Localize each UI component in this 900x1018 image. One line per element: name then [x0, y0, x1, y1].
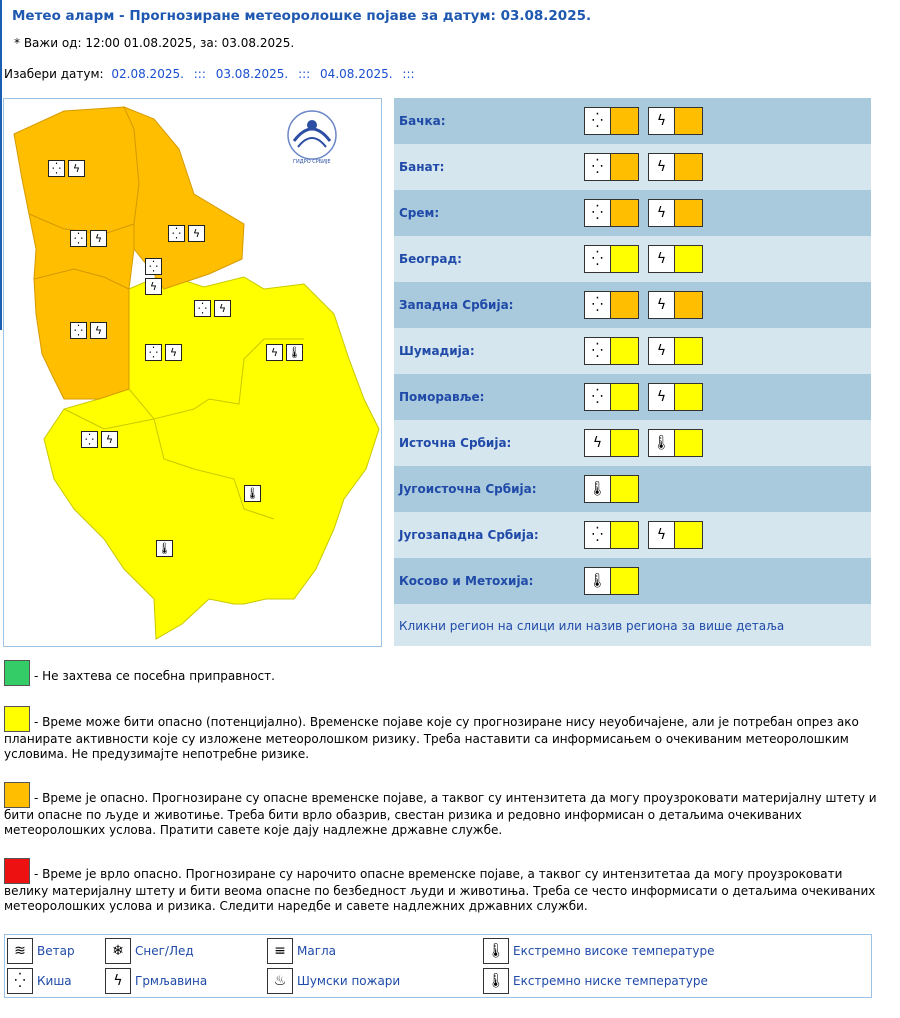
icon-legend-item [483, 968, 708, 994]
region-name-link[interactable]: Банат: [399, 160, 445, 174]
left-accent-bar [0, 0, 2, 330]
date-picker-label: Изабери датум: [4, 67, 104, 81]
icon-legend-label: Грмљавина [135, 974, 208, 988]
thunder-alert-badge[interactable] [648, 383, 703, 411]
map-rain-icon[interactable]: ⁛ [168, 225, 185, 242]
icon-legend-label: Снег/Лед [135, 944, 194, 958]
legend-yellow-text: - Време може бити опасно (потенцијално). Временске појаве које су прогнозиране нису неуобичајене, али је потребан опрез ако планирате активности које су изложене метеоролошком ризику. Треба наставити са информисањем о очекиваним метеоролошким условима. Не предузимајте непотребне ризике. [4, 715, 859, 761]
thunder-alert-badge[interactable] [648, 107, 703, 135]
fog-icon: ≡ [267, 938, 293, 964]
yellow-level-indicator [611, 246, 638, 272]
region-row[interactable] [394, 466, 871, 512]
icon-legend-item [105, 938, 194, 964]
thunder-icon: ϟ [649, 154, 675, 180]
region-name-link[interactable]: Београд: [399, 252, 462, 266]
icon-legend-item [267, 938, 336, 964]
orange-level-indicator [611, 108, 638, 134]
thunder-alert-badge[interactable] [648, 521, 703, 549]
date-picker [4, 67, 421, 81]
region-hint: Кликни регион на слици или назив региона за више детаља [394, 604, 871, 646]
region-row[interactable] [394, 144, 871, 190]
thunder-alert-badge[interactable] [648, 291, 703, 319]
region-name-link[interactable]: Срем: [399, 206, 440, 220]
map-region-banat[interactable] [124, 107, 244, 289]
rain-icon: ⁛ [585, 338, 611, 364]
yellow-level-indicator [675, 384, 702, 410]
icon-legend-item [483, 938, 714, 964]
region-row[interactable] [394, 558, 871, 604]
page-title: Метео аларм - Прогнозиране метеоролошке појаве за датум: 03.08.2025. [12, 8, 592, 24]
yellow-level-indicator [675, 430, 702, 456]
yellow-level-indicator [611, 522, 638, 548]
region-row[interactable] [394, 236, 871, 282]
map-rain-icon[interactable]: ⁛ [70, 230, 87, 247]
yellow-level-indicator [611, 568, 638, 594]
forest-fire-icon: ♨ [267, 968, 293, 994]
date-separator: ::: [298, 67, 311, 81]
icon-legend-label: Киша [37, 974, 72, 988]
thunder-alert-badge[interactable] [648, 337, 703, 365]
icon-legend-label: Шумски пожари [297, 974, 401, 988]
rain-icon: ⁛ [7, 968, 33, 994]
thunder-icon: ϟ [649, 246, 675, 272]
thunder-alert-badge[interactable] [648, 199, 703, 227]
region-name-link[interactable]: Бачка: [399, 114, 446, 128]
map-thunder-icon[interactable]: ϟ [214, 300, 231, 317]
thunder-icon: ϟ [649, 384, 675, 410]
region-row[interactable] [394, 98, 871, 144]
legend-red-text: - Време је врло опасно. Прогнозиране су нарочито опасне временске појаве, а таквог су интензитетаа да могу проузроковати велику материјалну штету и бити веома опасне по безбедност људи и животиња. Треба се често информисати о детаљима очекиваних метеоролошких услова и ризика. Следити наредбе и савете надлежних државних служби. [4, 867, 876, 913]
legend-yellow [4, 706, 884, 762]
map-heat-icon[interactable]: 🌡 [287, 346, 302, 359]
serbia-alert-map[interactable] [3, 98, 382, 647]
thunder-icon: ϟ [649, 200, 675, 226]
heat-alert-badge[interactable] [584, 567, 639, 595]
rain-alert-badge[interactable] [584, 245, 639, 273]
legend-green-text: - Не захтева се посебна приправност. [34, 669, 275, 683]
rain-icon: ⁛ [585, 200, 611, 226]
map-heat-icon[interactable]: 🌡 [245, 487, 260, 500]
icon-legend-label: Ветар [37, 944, 75, 958]
heat-icon: 🌡 [585, 476, 611, 502]
rain-alert-badge[interactable] [584, 521, 639, 549]
orange-level-indicator [675, 154, 702, 180]
region-row[interactable] [394, 190, 871, 236]
map-rain-icon[interactable]: ⁛ [145, 258, 162, 275]
map-thunder-icon[interactable]: ϟ [68, 160, 85, 177]
region-name-link[interactable]: Источна Србија: [399, 436, 512, 450]
region-row[interactable] [394, 282, 871, 328]
hydromet-logo [288, 111, 336, 159]
legend-orange-text: - Време је опасно. Прогнозиране су опасне временске појаве, а таквог су интензитета да могу проузроковати материјалну штету и бити опасне по људе и животиње. Треба бити врло обазрив, свестан ризика и редовно информисан о детаљима очекиваних метеоролошких услова. Пратити савете које дају надлежне државне службе. [4, 791, 877, 837]
red-level-swatch [4, 858, 30, 884]
region-name-link[interactable]: Косово и Метохија: [399, 574, 534, 588]
map-thunder-icon[interactable]: ϟ [165, 344, 182, 361]
yellow-level-indicator [611, 476, 638, 502]
icon-legend-label: Екстремно ниске температуре [513, 974, 708, 988]
rain-alert-badge[interactable] [584, 199, 639, 227]
icon-legend-item [7, 938, 75, 964]
wind-icon: ≋ [7, 938, 33, 964]
map-svg[interactable] [4, 99, 381, 646]
region-name-link[interactable]: Западна Србија: [399, 298, 514, 312]
heat-alert-badge[interactable] [584, 475, 639, 503]
map-thunder-icon[interactable]: ϟ [101, 431, 118, 448]
thunder-alert-badge[interactable] [648, 245, 703, 273]
map-thunder-icon[interactable]: ϟ [145, 278, 162, 295]
region-name-link[interactable]: Поморавље: [399, 390, 485, 404]
high-temperature-icon: 🌡 [483, 938, 509, 964]
region-row[interactable] [394, 420, 871, 466]
rain-icon: ⁛ [585, 384, 611, 410]
rain-alert-badge[interactable] [584, 107, 639, 135]
rain-icon: ⁛ [585, 522, 611, 548]
region-row[interactable] [394, 512, 871, 558]
thunder-icon: ϟ [649, 108, 675, 134]
thunder-icon: ϟ [649, 292, 675, 318]
orange-level-indicator [675, 292, 702, 318]
yellow-level-indicator [611, 430, 638, 456]
date-separator: ::: [193, 67, 206, 81]
snow-ice-icon: ❄ [105, 938, 131, 964]
map-thunder-icon[interactable]: ϟ [90, 230, 107, 247]
date-link-1[interactable]: 02.08.2025. [111, 67, 184, 81]
validity-note: * Важи од: 12:00 01.08.2025, за: 03.08.2025. [14, 36, 295, 50]
rain-icon: ⁛ [585, 154, 611, 180]
legend-green [4, 660, 884, 686]
map-heat-icon[interactable]: 🌡 [157, 542, 172, 555]
map-thunder-icon[interactable]: ϟ [90, 322, 107, 339]
yellow-level-indicator [675, 522, 702, 548]
rain-alert-badge[interactable] [584, 291, 639, 319]
region-name-link[interactable]: Југоисточна Србија: [399, 482, 537, 496]
rain-alert-badge[interactable] [584, 383, 639, 411]
map-rain-icon[interactable]: ⁛ [70, 322, 87, 339]
thunderstorm-icon: ϟ [105, 968, 131, 994]
icon-legend-item [105, 968, 207, 994]
map-thunder-icon[interactable]: ϟ [266, 344, 283, 361]
icon-legend-label: Екстремно високе температуре [513, 944, 715, 958]
rain-icon: ⁛ [585, 246, 611, 272]
date-link-3[interactable]: 04.08.2025. [320, 67, 393, 81]
rain-icon: ⁛ [585, 108, 611, 134]
legend-red [4, 858, 884, 914]
region-alert-table [394, 98, 871, 646]
region-row[interactable] [394, 328, 871, 374]
region-row[interactable] [394, 374, 871, 420]
yellow-level-indicator [675, 246, 702, 272]
thunder-icon: ϟ [649, 338, 675, 364]
thunder-alert-badge[interactable] [648, 153, 703, 181]
heat-alert-badge[interactable] [648, 429, 703, 457]
rain-alert-badge[interactable] [584, 337, 639, 365]
orange-level-indicator [611, 154, 638, 180]
heat-icon: 🌡 [585, 568, 611, 594]
rain-icon: ⁛ [585, 292, 611, 318]
orange-level-indicator [611, 292, 638, 318]
rain-alert-badge[interactable] [584, 153, 639, 181]
map-rain-icon[interactable]: ⁛ [48, 160, 65, 177]
map-rain-icon[interactable]: ⁛ [81, 431, 98, 448]
region-name-link[interactable]: Југозападна Србија: [399, 528, 539, 542]
orange-level-indicator [675, 200, 702, 226]
heat-icon: 🌡 [649, 430, 675, 456]
green-level-swatch [4, 660, 30, 686]
legend-orange [4, 782, 884, 838]
thunder-alert-badge[interactable] [584, 429, 639, 457]
icon-legend-item [267, 968, 400, 994]
thunder-icon: ϟ [585, 430, 611, 456]
logo-caption: ГИДРО СРБИЈЕ [293, 159, 331, 165]
yellow-level-indicator [611, 338, 638, 364]
icon-legend [4, 934, 872, 998]
icon-legend-item [7, 968, 72, 994]
date-separator: ::: [402, 67, 415, 81]
map-rain-icon[interactable]: ⁛ [194, 300, 211, 317]
orange-level-indicator [611, 200, 638, 226]
icon-legend-label: Магла [297, 944, 337, 958]
orange-level-swatch [4, 782, 30, 808]
map-thunder-icon[interactable]: ϟ [188, 225, 205, 242]
date-link-2[interactable]: 03.08.2025. [215, 67, 289, 81]
orange-level-indicator [675, 108, 702, 134]
low-temperature-icon: 🌡 [483, 968, 509, 994]
thunder-icon: ϟ [649, 522, 675, 548]
yellow-level-swatch [4, 706, 30, 732]
yellow-level-indicator [611, 384, 638, 410]
map-rain-icon[interactable]: ⁛ [145, 344, 162, 361]
region-name-link[interactable]: Шумадија: [399, 344, 475, 358]
yellow-level-indicator [675, 338, 702, 364]
